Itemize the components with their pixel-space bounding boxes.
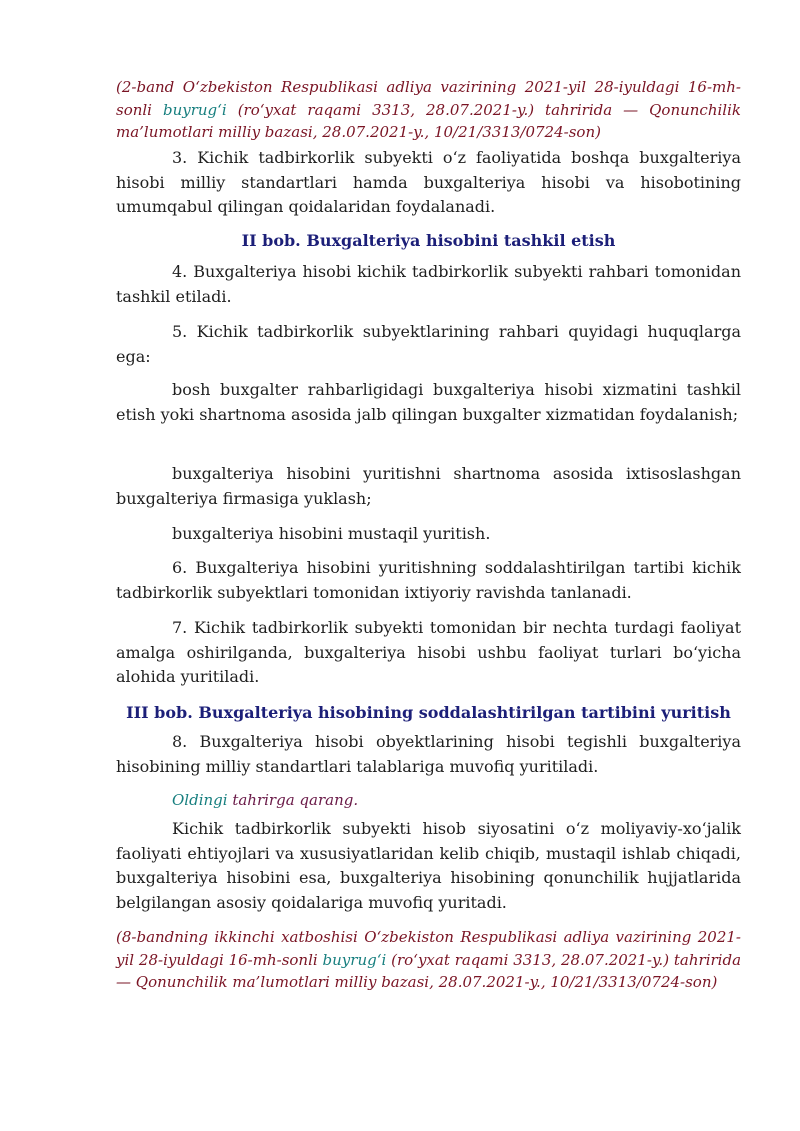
chapter-2-heading: II bob. Buxgalteriya hisobini tashkil etish [241,231,616,250]
paragraph-8-second: Kichik tadbirkorlik subyekti hisob siyosatini o‘z moliyaviy-xo‘jalik faoliyati ehtiyojlari va xususiyatlaridan kelib chiqib, mustaqil ishlab chiqadi, buxgalteriya hisobini esa, buxgalteriya hisobining qonunchilik hujjatlarida belgilangan asosiy qoidalariga muvofiq yuritadi. [116,819,741,912]
paragraph-5-item-1: bosh buxgalter rahbarligidagi buxgalteriya hisobi xizmatini tashkil etish yoki shartnoma asosida jalb qilingan buxgalter xizmatidan foydalanish; [116,380,741,424]
previous-version-link[interactable]: Oldingi [172,791,228,809]
paragraph-5-item-3: buxgalteriya hisobini mustaqil yuritish. [172,524,491,543]
paragraph-4: 4. Buxgalteriya hisobi kichik tadbirkorlik subyekti rahbari tomonidan tashkil etiladi. [116,262,741,306]
note-text: (ro‘yxat raqami 3313, 28.07.2021-y.) tahririda — Qonunchilik ma’lumotlari milliy bazasi, 28.07.2021-y., 10/21/3313/0724-son) [116,950,742,991]
paragraph-3: 3. Kichik tadbirkorlik subyekti o‘z faoliyatida boshqa buxgalteriya hisobi milliy standartlari hamda buxgalteriya hisobi va hisobotining umumqabul qilingan qoidalaridan foydalanadi. [116,148,741,216]
note-text: (2-band O‘zbekiston Respublikasi adliya vazirining 2021-yil 28-iyuldagi 16-mh-sonli [116,78,741,119]
order-link[interactable]: buyrug‘i [162,100,227,119]
paragraph-5: 5. Kichik tadbirkorlik subyektlarining rahbari quyidagi huquqlarga ega: [116,322,741,366]
chapter-3-heading: III bob. Buxgalteriya hisobining soddalashtirilgan tartibini yuritish [126,703,731,722]
paragraph-8: 8. Buxgalteriya hisobi obyektlarining hisobi tegishli buxgalteriya hisobining milliy standartlari talablariga muvofiq yuritiladi. [116,732,741,776]
amendment-note-8-band [116,926,741,994]
paragraph-7: 7. Kichik tadbirkorlik subyekti tomonidan bir nechta turdagi faoliyat amalga oshirilganda, buxgalteriya hisobi ushbu faoliyat turlari bo‘yicha alohida yuritiladi. [116,618,741,686]
paragraph-5-item-2: buxgalteriya hisobini yuritishni shartnoma asosida ixtisoslashgan buxgalteriya firmasiga yuklash; [116,464,741,508]
note-text: (8-bandning ikkinchi xatboshisi O‘zbekiston Respublikasi adliya vazirining 2021-yil 28-iyuldagi 16-mh-sonli [116,928,741,969]
amendment-note-2-band [116,76,741,144]
order-link[interactable]: buyrug‘i [322,950,387,969]
paragraph-6: 6. Buxgalteriya hisobini yuritishning soddalashtirilgan tartibi kichik tadbirkorlik subyektlari tomonidan ixtiyoriy ravishda tanlanadi. [116,558,741,602]
previous-version-text: tahrirga qarang. [227,791,359,809]
previous-version-note [172,789,358,811]
note-text: (ro‘yxat raqami 3313, 28.07.2021-y.) tahririda — Qonunchilik ma’lumotlari milliy bazasi, 28.07.2021-y., 10/21/3313/0724-son) [116,100,741,141]
